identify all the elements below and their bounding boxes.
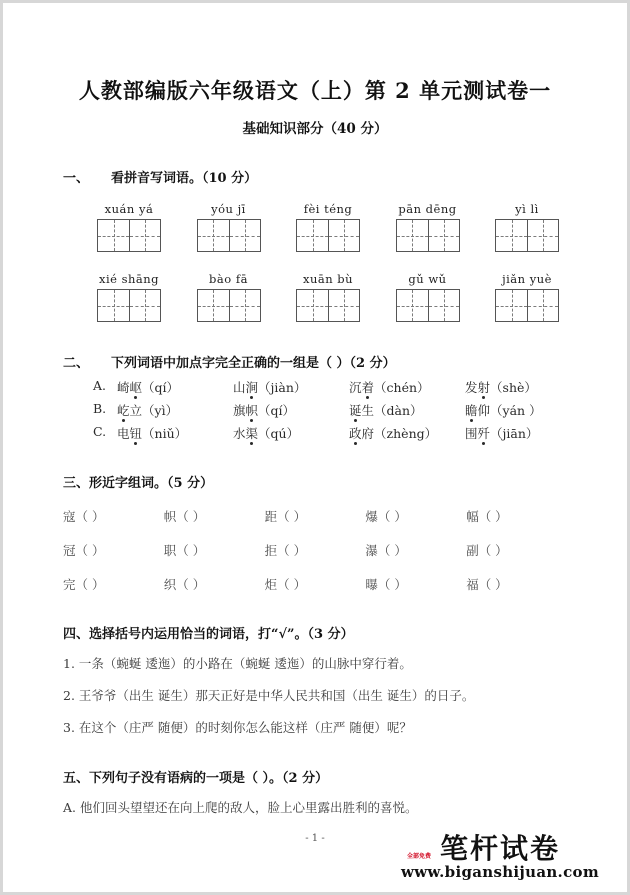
char-bracket-cell[interactable]: 爆（ ） — [365, 509, 407, 524]
tianzi-cell[interactable] — [397, 220, 428, 251]
section-1-number: 一、 — [63, 171, 90, 186]
option-word — [349, 401, 465, 419]
section-2-options — [63, 378, 567, 442]
word-head: 围 — [465, 426, 478, 441]
word-head: 崎 — [117, 380, 130, 395]
option-word — [465, 401, 542, 419]
pinyin-item — [97, 272, 161, 322]
word-dotted: 涧 — [245, 380, 259, 395]
tianzi-grid[interactable] — [97, 289, 161, 322]
word-dotted: 歼 — [477, 426, 491, 441]
option-label: B. — [93, 401, 107, 416]
tianzi-cell[interactable] — [229, 220, 260, 251]
word-pinyin: （zhèng） — [374, 426, 438, 441]
pinyin-label: gǔ wǔ — [408, 272, 447, 286]
option-word — [117, 424, 233, 442]
pinyin-item — [197, 272, 261, 322]
char-bracket-cell[interactable]: 福（ ） — [466, 577, 508, 592]
paper-content — [3, 3, 627, 892]
pinyin-item — [296, 272, 360, 322]
tianzi-cell[interactable] — [527, 290, 558, 321]
word-dotted: 诞 — [349, 403, 362, 418]
word-head: 生 — [361, 403, 375, 418]
word-head: 旗 — [233, 403, 246, 418]
similar-characters-grid — [63, 507, 567, 593]
pinyin-item — [296, 202, 360, 252]
sentence-item[interactable]: 1. 一条（蜿蜒 逶迤）的小路在（蜿蜒 逶迤）的山脉中穿行着。 — [63, 656, 412, 671]
tianzi-cell[interactable] — [98, 220, 129, 251]
char-bracket-cell[interactable]: 职（ ） — [163, 543, 206, 558]
pinyin-label: xuán yá — [104, 202, 154, 216]
tianzi-grid[interactable] — [197, 219, 261, 252]
word-pinyin: （jiān） — [490, 426, 539, 441]
word-head: 立 — [129, 403, 143, 418]
word-dotted: 政 — [349, 426, 362, 441]
pinyin-label: pān dēng — [398, 202, 457, 216]
sentence-item[interactable]: A. 他们回头望望还在向上爬的敌人，脸上心里露出胜利的喜悦。 — [63, 800, 418, 816]
word-head: 沉 — [349, 380, 362, 395]
char-row — [63, 541, 567, 559]
section-4-heading: 四、选择括号内运用恰当的词语，打“√”。（3 分） — [63, 627, 354, 642]
watermark — [401, 832, 599, 881]
section-2-number: 二、 — [63, 356, 90, 371]
word-pinyin: （shè） — [490, 380, 537, 395]
pinyin-row — [63, 272, 567, 322]
word-head: 发 — [465, 380, 478, 395]
option-word — [233, 378, 349, 396]
tianzi-grid[interactable] — [495, 219, 559, 252]
pinyin-item — [197, 202, 261, 252]
section-1-heading — [63, 167, 567, 186]
option-row[interactable] — [63, 401, 567, 419]
tianzi-grid[interactable] — [396, 219, 460, 252]
word-pinyin: （qú） — [258, 426, 300, 441]
word-head: 山 — [233, 380, 246, 395]
char-bracket-cell[interactable]: 曝（ ） — [365, 577, 407, 592]
sentence-item[interactable]: 2. 王爷爷（出生 诞生）那天正好是中华人民共和国（出生 诞生）的日子。 — [63, 687, 475, 703]
tianzi-grid[interactable] — [396, 289, 460, 322]
tianzi-cell[interactable] — [129, 220, 160, 251]
char-bracket-cell[interactable]: 寇（ ） — [63, 509, 105, 524]
tianzi-cell[interactable] — [397, 290, 428, 321]
pinyin-label: xié shāng — [98, 272, 160, 286]
pinyin-label: xuān bù — [302, 272, 354, 286]
watermark-brand: 笔杆试卷 — [439, 832, 560, 865]
word-pinyin: （yán ） — [490, 403, 542, 418]
word-dotted: 屹 — [117, 403, 130, 418]
option-word — [117, 378, 233, 396]
option-word — [349, 378, 465, 396]
tianzi-cell[interactable] — [428, 290, 459, 321]
page-subtitle: 基础知识部分（40 分） — [242, 121, 388, 137]
word-pinyin: （yì） — [142, 403, 179, 418]
section-5-heading: 五、下列句子没有语病的一项是（ ）。（2 分） — [63, 771, 329, 787]
tianzi-grid[interactable] — [495, 289, 559, 322]
tianzi-cell[interactable] — [328, 290, 359, 321]
tianzi-cell[interactable] — [527, 220, 558, 251]
pinyin-item — [495, 272, 559, 322]
section-2-title: 下列词语中加点字完全正确的一组是（ ）（2 分） — [111, 356, 396, 371]
char-bracket-cell[interactable]: 冠（ ） — [63, 543, 105, 558]
option-label: C. — [93, 424, 107, 439]
pinyin-writing-block — [63, 202, 567, 322]
tianzi-cell[interactable] — [98, 290, 129, 321]
option-word — [117, 401, 233, 419]
word-dotted: 岖 — [129, 380, 143, 395]
tianzi-cell[interactable] — [129, 290, 160, 321]
watermark-url: www.biganshijuan.com — [401, 863, 599, 881]
tianzi-cell[interactable] — [198, 290, 229, 321]
tianzi-cell[interactable] — [496, 220, 527, 251]
char-bracket-cell[interactable]: 完（ ） — [63, 577, 105, 592]
tianzi-grid[interactable] — [296, 289, 360, 322]
pinyin-item — [396, 202, 460, 252]
option-word — [465, 378, 537, 396]
word-pinyin: （jiàn） — [258, 380, 307, 395]
option-label: A. — [93, 378, 107, 393]
tianzi-cell[interactable] — [428, 220, 459, 251]
char-bracket-cell[interactable]: 织（ ） — [163, 577, 206, 592]
option-word — [465, 424, 538, 442]
pinyin-label: jiǎn yuè — [502, 272, 552, 286]
char-bracket-cell[interactable]: 拒（ ） — [264, 543, 307, 558]
char-bracket-cell[interactable]: 帜（ ） — [163, 509, 206, 524]
tianzi-cell[interactable] — [496, 290, 527, 321]
word-dotted: 帜 — [245, 403, 259, 418]
tianzi-cell[interactable] — [198, 220, 229, 251]
word-pinyin: （niǔ） — [142, 426, 188, 441]
section-2-heading — [63, 352, 567, 371]
option-row[interactable] — [63, 424, 567, 442]
section-1-title: 看拼音写词语。（10 分） — [111, 171, 258, 186]
tianzi-cell[interactable] — [229, 290, 260, 321]
word-pinyin: （dàn） — [374, 403, 423, 418]
char-bracket-cell[interactable]: 副（ ） — [466, 543, 508, 558]
word-dotted: 瞻 — [465, 403, 478, 418]
watermark-badge: 全部免费 — [407, 853, 432, 860]
tianzi-grid[interactable] — [97, 219, 161, 252]
section-4-items — [63, 655, 567, 737]
word-head: 电 — [117, 426, 130, 441]
pinyin-item — [495, 202, 559, 252]
word-pinyin: （qí） — [142, 380, 180, 395]
section-5-items — [63, 799, 567, 818]
word-head: 水 — [233, 426, 246, 441]
word-head: 仰 — [477, 403, 491, 418]
pinyin-item — [396, 272, 460, 322]
pinyin-label: bào fā — [209, 272, 248, 286]
pinyin-label: yì lì — [515, 202, 539, 216]
pinyin-row — [63, 202, 567, 252]
word-dotted: 渠 — [245, 426, 259, 441]
word-dotted: 钮 — [129, 426, 143, 441]
char-row — [63, 575, 567, 593]
word-dotted: 着 — [361, 380, 375, 395]
option-word — [233, 401, 349, 419]
word-pinyin: （qí） — [258, 403, 296, 418]
pinyin-label: fèi téng — [303, 202, 353, 216]
char-bracket-cell[interactable]: 距（ ） — [264, 509, 307, 524]
word-dotted: 射 — [477, 380, 491, 395]
section-3-heading: 三、形近字组词。（5 分） — [63, 476, 214, 491]
tianzi-grid[interactable] — [296, 219, 360, 252]
word-head: 府 — [361, 426, 375, 441]
char-bracket-cell[interactable]: 瀑（ ） — [365, 543, 407, 558]
pinyin-item — [97, 202, 161, 252]
option-word — [233, 424, 349, 442]
tianzi-grid[interactable] — [197, 289, 261, 322]
char-bracket-cell[interactable]: 炬（ ） — [264, 577, 307, 592]
char-bracket-cell[interactable]: 幅（ ） — [466, 509, 508, 524]
tianzi-cell[interactable] — [328, 220, 359, 251]
page-title: 人教部编版六年级语文（上）第 2 单元测试卷一 — [78, 78, 552, 103]
word-pinyin: （chén） — [374, 380, 430, 395]
option-word — [349, 424, 465, 442]
pinyin-label: yóu jī — [211, 202, 246, 216]
page-number: - 1 - — [305, 833, 325, 844]
char-row — [63, 507, 567, 525]
option-row[interactable] — [63, 378, 567, 396]
tianzi-cell[interactable] — [297, 290, 328, 321]
sentence-item[interactable]: 3. 在这个（庄严 随便）的时刻你怎么能这样（庄严 随便）呢？ — [63, 719, 412, 735]
tianzi-cell[interactable] — [297, 220, 328, 251]
